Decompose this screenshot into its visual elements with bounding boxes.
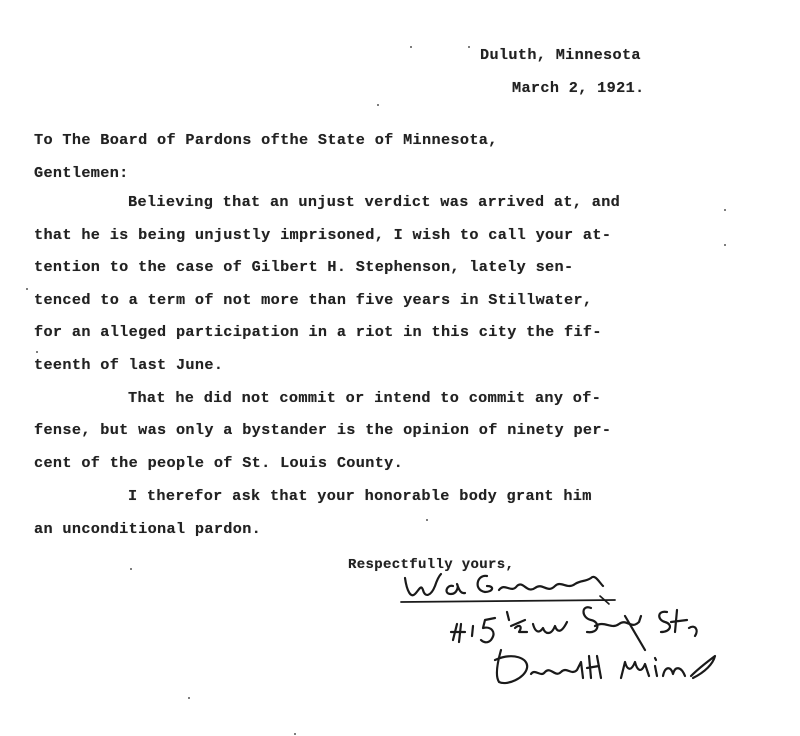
body-line: I therefor ask that your honorable body grant him: [128, 487, 592, 505]
scan-speck: [377, 104, 379, 106]
scan-speck: [36, 351, 38, 353]
scan-speck: [188, 697, 190, 699]
scan-speck: [724, 209, 726, 211]
body-line: tention to the case of Gilbert H. Stephenson, lately sen-: [34, 258, 574, 276]
body-line: tenced to a term of not more than five years in Stillwater,: [34, 291, 593, 309]
body-line: that he is being unjustly imprisoned, I wish to call your at-: [34, 226, 612, 244]
scan-speck: [410, 46, 412, 48]
scan-speck: [130, 568, 132, 570]
scan-speck: [724, 244, 726, 246]
body-line: for an alleged participation in a riot in this city the fif-: [34, 323, 602, 341]
body-line: cent of the people of St. Louis County.: [34, 454, 404, 472]
body-line: an unconditional pardon.: [34, 520, 262, 538]
body-line: Believing that an unjust verdict was arrived at, and: [128, 193, 621, 211]
handwritten-signature: [395, 560, 800, 690]
letter-recipient: To The Board of Pardons ofthe State of Minnesota,: [34, 131, 498, 149]
letter-date: March 2, 1921.: [512, 79, 645, 97]
body-line: That he did not commit or intend to commit any of-: [128, 389, 602, 407]
scan-speck: [468, 46, 470, 48]
letter-salutation: Gentlemen:: [34, 164, 129, 182]
scan-speck: [26, 288, 28, 290]
scan-speck: [426, 519, 428, 521]
body-line: teenth of last June.: [34, 356, 224, 374]
letter-closing: Respectfully yours,: [348, 557, 515, 573]
scan-speck: [294, 733, 296, 735]
body-line: fense, but was only a bystander is the opinion of ninety per-: [34, 421, 612, 439]
letter-place: Duluth, Minnesota: [480, 46, 641, 64]
